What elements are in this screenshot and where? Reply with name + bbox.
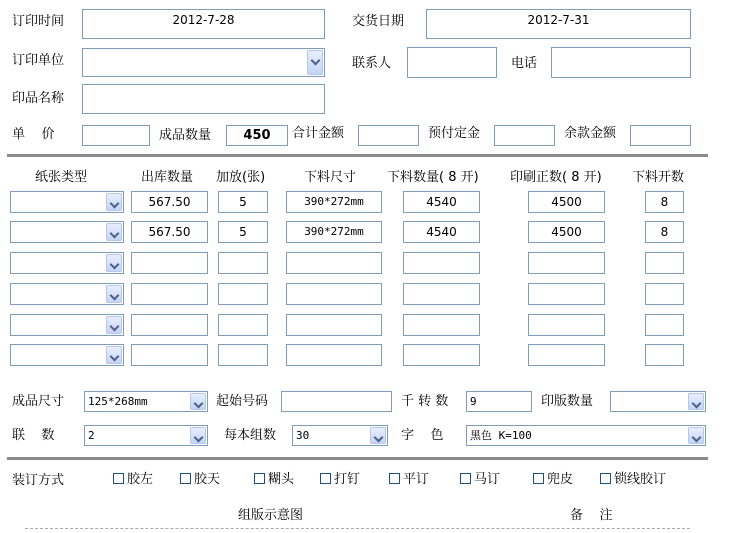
total-amount-label: 合计金额 [292, 126, 345, 141]
chevron-down-icon[interactable] [106, 346, 122, 364]
cut-size-field[interactable] [286, 314, 382, 336]
product-name-field[interactable] [82, 84, 325, 114]
cut-qty-field[interactable] [403, 283, 480, 305]
stock-qty-field[interactable] [131, 314, 208, 336]
product-name-label: 印品名称 [12, 91, 65, 106]
cut-size-field[interactable] [286, 283, 382, 305]
cut-open-field[interactable] [645, 314, 684, 336]
col-header-paper-type: 纸张类型 [35, 170, 88, 185]
chevron-down-icon[interactable] [688, 427, 704, 444]
checkbox-icon[interactable] [254, 473, 265, 484]
print-count-field[interactable]: 4500 [528, 191, 605, 213]
stock-qty-field[interactable] [131, 252, 208, 274]
cut-open-field[interactable] [645, 252, 684, 274]
sets-per-book-select[interactable] [292, 425, 388, 446]
cut-size-field[interactable] [286, 344, 382, 366]
print-count-field[interactable] [528, 252, 605, 274]
stock-qty-field[interactable] [131, 344, 208, 366]
extra-field[interactable]: 5 [218, 221, 268, 243]
paper-type-select[interactable] [10, 252, 124, 274]
extra-field[interactable]: 5 [218, 191, 268, 213]
binding-option-label: 打钉 [334, 472, 361, 487]
delivery-date-field[interactable]: 2012-7-31 [426, 9, 691, 39]
checkbox-icon[interactable] [180, 473, 191, 484]
print-time-label: 订印时间 [12, 14, 65, 29]
contact-label: 联系人 [352, 56, 392, 71]
unit-price-label: 单 价 [12, 127, 55, 142]
chevron-down-icon[interactable] [106, 254, 122, 272]
paper-type-select[interactable] [10, 191, 124, 213]
deposit-label: 预付定金 [428, 126, 481, 141]
color-label: 字 色 [401, 428, 444, 443]
copies-select[interactable] [84, 425, 208, 446]
chevron-down-icon[interactable] [106, 316, 122, 334]
cut-qty-field[interactable] [403, 314, 480, 336]
cut-size-field[interactable]: 390*272mm [286, 191, 382, 213]
col-header-print-count: 印刷正数( 8 开) [510, 170, 602, 185]
copies-label: 联 数 [12, 428, 55, 443]
binding-option-label: 锁线胶订 [614, 472, 667, 487]
paper-type-select[interactable] [10, 314, 124, 336]
col-header-extra: 加放(张) [216, 170, 266, 185]
checkbox-icon[interactable] [533, 473, 544, 484]
chevron-down-icon[interactable] [190, 427, 206, 444]
print-count-field[interactable] [528, 314, 605, 336]
chevron-down-icon[interactable] [307, 50, 323, 75]
col-header-cut-open: 下料开数 [632, 170, 685, 185]
checkbox-icon[interactable] [389, 473, 400, 484]
balance-label: 余款金额 [564, 126, 617, 141]
print-time-field[interactable]: 2012-7-28 [82, 9, 325, 39]
cut-qty-field[interactable] [403, 252, 480, 274]
checkbox-icon[interactable] [320, 473, 331, 484]
deposit-field[interactable] [494, 125, 555, 146]
finished-qty-field[interactable]: 450 [226, 125, 288, 146]
checkbox-icon[interactable] [600, 473, 611, 484]
thousand-turns-value: 9 [470, 395, 477, 408]
layout-diagram-label: 组版示意图 [238, 508, 304, 523]
finished-size-value: 125*268mm [88, 395, 148, 408]
print-unit-label: 订印单位 [12, 53, 65, 68]
plate-qty-label: 印版数量 [541, 394, 594, 409]
copies-value: 2 [88, 429, 95, 442]
finished-qty-label: 成品数量 [159, 128, 212, 143]
stock-qty-field[interactable]: 567.50 [131, 191, 208, 213]
unit-price-field[interactable] [82, 125, 150, 146]
remarks-label: 备 注 [570, 508, 613, 523]
col-header-cut-size: 下料尺寸 [304, 170, 357, 185]
start-number-field[interactable] [281, 391, 392, 412]
extra-field[interactable] [218, 252, 268, 274]
binding-option-label: 兜皮 [547, 472, 574, 487]
section-divider [7, 154, 708, 157]
print-count-field[interactable] [528, 344, 605, 366]
chevron-down-icon[interactable] [370, 427, 386, 444]
phone-label: 电话 [511, 56, 538, 71]
binding-option-label: 胶左 [127, 472, 154, 487]
cut-size-field[interactable] [286, 252, 382, 274]
balance-field[interactable] [630, 125, 691, 146]
binding-option-label: 胶天 [194, 472, 221, 487]
color-value: 黑色 K=100 [470, 429, 532, 442]
paper-type-select[interactable] [10, 283, 124, 305]
col-header-stock-qty: 出库数量 [141, 170, 194, 185]
section-divider [7, 457, 708, 460]
paper-type-select[interactable] [10, 344, 124, 366]
binding-label: 装订方式 [12, 473, 65, 488]
extra-field[interactable] [218, 283, 268, 305]
thousand-turns-label: 千 转 数 [401, 394, 449, 409]
total-amount-field[interactable] [358, 125, 419, 146]
color-select[interactable] [466, 425, 706, 446]
cut-open-field[interactable]: 8 [645, 191, 684, 213]
chevron-down-icon[interactable] [190, 393, 206, 410]
stock-qty-field[interactable] [131, 283, 208, 305]
thousand-turns-field[interactable] [466, 391, 532, 412]
finished-size-select[interactable] [84, 391, 208, 412]
checkbox-icon[interactable] [113, 473, 124, 484]
plate-qty-select[interactable] [610, 391, 706, 412]
start-number-label: 起始号码 [216, 394, 269, 409]
sets-per-book-label: 每本组数 [224, 428, 277, 443]
cut-open-field[interactable]: 8 [645, 221, 684, 243]
phone-field[interactable] [551, 47, 691, 78]
binding-option-label: 糊头 [268, 472, 295, 487]
stock-qty-field[interactable]: 567.50 [131, 221, 208, 243]
dashed-divider [25, 528, 690, 529]
chevron-down-icon[interactable] [106, 285, 122, 303]
print-unit-select[interactable] [82, 48, 325, 77]
cut-qty-field[interactable]: 4540 [403, 221, 480, 243]
cut-open-field[interactable] [645, 344, 684, 366]
cut-qty-field[interactable] [403, 344, 480, 366]
print-count-field[interactable]: 4500 [528, 221, 605, 243]
cut-qty-field[interactable]: 4540 [403, 191, 480, 213]
extra-field[interactable] [218, 344, 268, 366]
paper-type-select[interactable] [10, 221, 124, 243]
finished-size-label: 成品尺寸 [12, 394, 65, 409]
chevron-down-icon[interactable] [106, 223, 122, 241]
binding-option-label: 马订 [474, 472, 501, 487]
chevron-down-icon[interactable] [106, 193, 122, 211]
sets-per-book-value: 30 [296, 429, 310, 442]
extra-field[interactable] [218, 314, 268, 336]
chevron-down-icon[interactable] [688, 393, 704, 410]
col-header-cut-qty: 下料数量( 8 开) [387, 170, 479, 185]
cut-open-field[interactable] [645, 283, 684, 305]
binding-option-label: 平订 [403, 472, 430, 487]
print-count-field[interactable] [528, 283, 605, 305]
delivery-date-label: 交货日期 [352, 14, 405, 29]
contact-field[interactable] [407, 47, 497, 78]
checkbox-icon[interactable] [460, 473, 471, 484]
cut-size-field[interactable]: 390*272mm [286, 221, 382, 243]
